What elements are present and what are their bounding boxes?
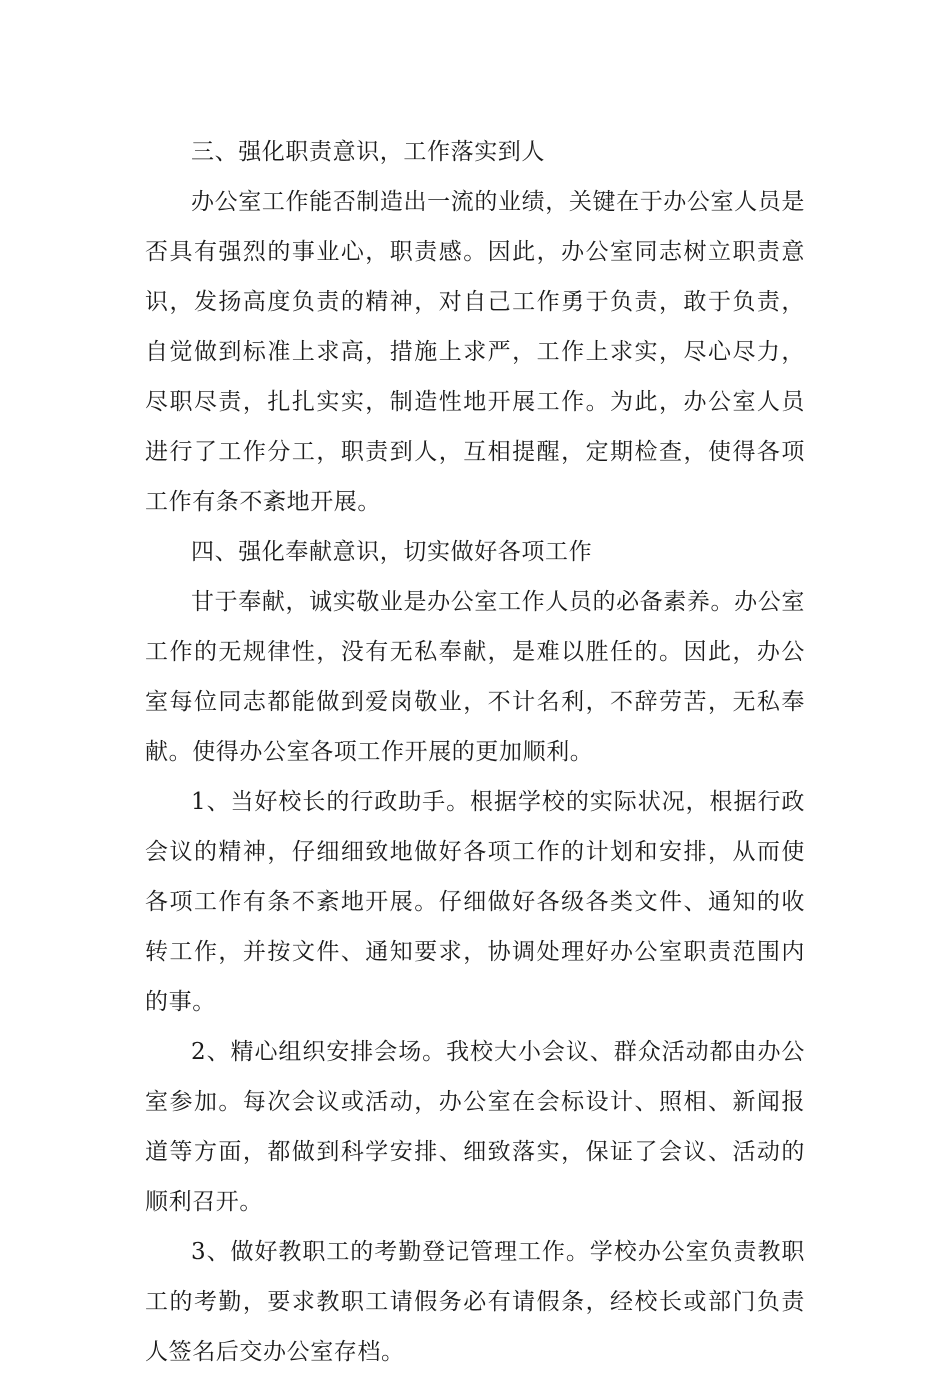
list-item-2: 2、精心组织安排会场。我校大小会议、群众活动都由办公室参加。每次会议或活动，办公室在会标设计、照相、新闻报道等方面，都做到科学安排、细致落实，保证了会议、活动的顺利召开。 <box>145 1039 805 1215</box>
section-heading-4: 四、强化奉献意识，切实做好各项工作 <box>191 539 593 565</box>
section-paragraph-3: 办公室工作能否制造出一流的业绩，关键在于办公室人员是否具有强烈的事业心，职责感。因此，办公室同志树立职责意识，发扬高度负责的精神，对自己工作勇于负责，敢于负责，自觉做到标准上求高，措施上求严，工作上求实，尽心尽力，尽职尽责，扎扎实实，制造性地开展工作。为此，办公室人员进行了工作分工，职责到人，互相提醒，定期检查，使得各项工作有条不紊地开展。 <box>145 189 805 515</box>
section-paragraph-4: 甘于奉献，诚实敬业是办公室工作人员的必备素养。办公室工作的无规律性，没有无私奉献，是难以胜任的。因此，办公室每位同志都能做到爱岗敬业，不计名利，不辞劳苦，无私奉献。使得办公室各项工作开展的更加顺利。 <box>145 589 805 765</box>
section-heading-3: 三、强化职责意识，工作落实到人 <box>191 139 545 165</box>
document-body <box>145 127 805 1377</box>
list-item-1: 1、当好校长的行政助手。根据学校的实际状况，根据行政会议的精神，仔细细致地做好各项工作的计划和安排，从而使各项工作有条不紊地开展。仔细做好各级各类文件、通知的收转工作，并按文件、通知要求，协调处理好办公室职责范围内的事。 <box>145 789 805 1015</box>
list-item-3: 3、做好教职工的考勤登记管理工作。学校办公室负责教职工的考勤，要求教职工请假务必有请假条，经校长或部门负责人签名后交办公室存档。 <box>145 1239 805 1365</box>
